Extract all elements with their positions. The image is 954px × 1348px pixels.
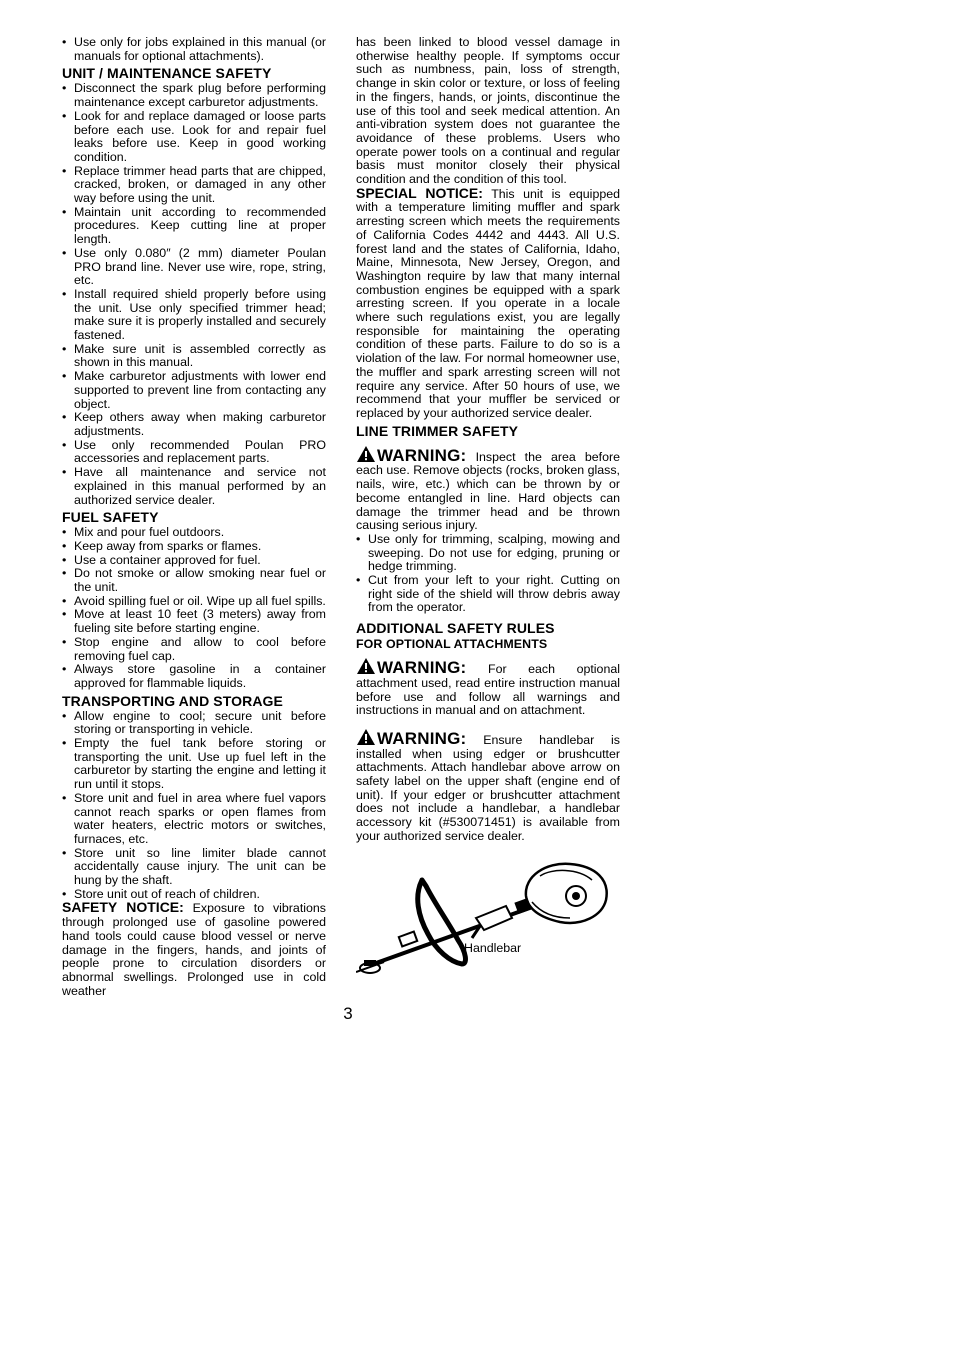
warning-text: For each optional attachment used, read entire instruction manual before use and follow all warnings and instructions in manual and on attachment.	[356, 662, 620, 718]
special-notice-text: This unit is equipped with a temperature limiting muffler and spark arresting screen which meets the requirements of California Codes 4442 and 4443. All U.S. forest land and the states of California, Idaho, Maine, Minnesota, New Jersey, Oregon, and Washington require by law that many internal combustion engines be equipped with a spark arresting screen. If you operate in a locale where such regulations exist, you are legally responsible for maintaining the operating condition of these parts. Failure to do so is a violation of the law. For normal homeowner use, the muffler and spark arresting screen will not require any service. After 50 hours of use, we recommend that your muffler be serviced or replaced by your authorized service dealer.	[356, 186, 621, 420]
warning-label: WARNING:	[377, 658, 467, 678]
list-item: • Look for and replace damaged or loose parts before each use. Look for and repair fuel leaks before use. Keep in good working condition.	[62, 110, 326, 165]
safety-notice-paragraph	[62, 901, 326, 998]
transporting-storage-list	[62, 710, 326, 902]
handlebar-label: Handlebar	[464, 940, 522, 955]
list-item: • Always store gasoline in a container approved for flammable liquids.	[62, 663, 326, 690]
warning-text: Inspect the area before each use. Remove objects (rocks, broken glass, nails, wire, etc.) which can be thrown by or become entangled in line. Hard objects can damage the trimmer head and be thrown causing serious injury.	[356, 449, 621, 533]
line-trimmer-heading: LINE TRIMMER SAFETY	[356, 422, 519, 439]
line-trimmer-list	[356, 533, 620, 615]
warning-label: WARNING:	[377, 445, 467, 465]
warning-icon	[356, 728, 376, 746]
list-item: • Avoid spilling fuel or oil. Wipe up all fuel spills.	[62, 595, 326, 609]
list-item: • Use a container approved for fuel.	[62, 554, 326, 568]
unit-maintenance-list	[62, 82, 326, 507]
list-item: • Maintain unit according to recommended procedures. Keep cutting line at proper length.	[62, 206, 326, 247]
warning-icon	[356, 657, 376, 675]
safety-notice-text: Exposure to vibrations through prolonged use of gasoline powered hand tools could cause blood vessel or nerve damage in the fingers, hands, and joints of people prone to circulation disorders or abnormal swellings. Prolonged use in cold weather	[62, 901, 326, 998]
left-column	[62, 36, 326, 998]
list-item: • Keep others away when making carburetor adjustments.	[62, 411, 326, 438]
list-item: • Move at least 10 feet (3 meters) away from fueling site before starting engine.	[62, 608, 326, 635]
list-item: • Stop engine and allow to cool before removing fuel cap.	[62, 636, 326, 663]
fuel-safety-heading: FUEL SAFETY	[62, 509, 159, 526]
list-item: • Use only recommended Poulan PRO accessories and replacement parts.	[62, 439, 326, 466]
list-item: • Use only for trimming, scalping, mowing and sweeping. Do not use for edging, pruning or hedge trimming.	[356, 533, 620, 574]
list-item: • Use only for jobs explained in this manual (or manuals for optional attachments).	[62, 36, 326, 63]
list-item: • Store unit and fuel in area where fuel vapors cannot reach sparks or open flames from water heaters, electric motors or switches, furnaces, etc.	[62, 792, 326, 847]
intro-list	[62, 36, 326, 63]
list-item: • Have all maintenance and service not explained in this manual performed by an authorized service dealer.	[62, 466, 326, 507]
attachment-warning-2	[356, 728, 620, 844]
attachment-warning-1	[356, 657, 620, 718]
line-trimmer-warning	[356, 445, 620, 533]
list-item: • Store unit out of reach of children.	[62, 888, 326, 902]
safety-notice-label: SAFETY NOTICE:	[62, 899, 184, 916]
warning-text: Ensure handlebar is installed when using edger or brushcutter attachments. Attach handlebar above arrow on safety label on the upper shaft (engine end of unit). If your edger or brushcutter attachment does not include a handlebar, a handlebar accessory kit (#530071451) is available from your authorized service dealer.	[356, 732, 620, 843]
list-item: • Make carburetor adjustments with lower end supported to prevent line from contacting any object.	[62, 370, 326, 411]
additional-rules-subheading: FOR OPTIONAL ATTACHMENTS	[356, 637, 548, 652]
list-item: • Do not smoke or allow smoking near fuel or the unit.	[62, 567, 326, 594]
list-item: • Replace trimmer head parts that are chipped, cracked, broken, or damaged in any other way before using the unit.	[62, 165, 326, 206]
transporting-storage-heading: TRANSPORTING AND STORAGE	[62, 692, 283, 709]
list-item: • Disconnect the spark plug before performing maintenance except carburetor adjustments.	[62, 82, 326, 109]
special-notice-label: SPECIAL NOTICE:	[356, 184, 483, 201]
special-notice-paragraph	[356, 184, 621, 421]
list-item: • Store unit so line limiter blade cannot accidentally cause injury. The unit can be hung by the shaft.	[62, 847, 326, 888]
list-item: • Empty the fuel tank before storing or transporting the unit. Use up fuel left in the carburetor by starting the engine and letting it run until it stops.	[62, 737, 326, 792]
handlebar-figure	[356, 856, 620, 986]
warning-icon	[356, 445, 376, 463]
right-column	[356, 36, 620, 986]
list-item: • Install required shield properly before using the unit. Use only specified trimmer head; make sure it is properly installed and securely fastened.	[62, 288, 326, 343]
trimmer-illustration	[356, 856, 620, 986]
list-item: • Cut from your left to your right. Cutting on right side of the shield will throw debris away from the operator.	[356, 574, 620, 615]
list-item: • Make sure unit is assembled correctly as shown in this manual.	[62, 343, 326, 370]
fuel-safety-list	[62, 526, 326, 690]
list-item: • Allow engine to cool; secure unit before storing or transporting in vehicle.	[62, 710, 326, 737]
page-number: 3	[343, 1004, 353, 1023]
list-item: • Keep away from sparks or flames.	[62, 540, 326, 554]
warning-label: WARNING:	[377, 728, 467, 748]
list-item: • Mix and pour fuel outdoors.	[62, 526, 326, 540]
additional-rules-heading: ADDITIONAL SAFETY RULES	[356, 620, 555, 637]
safety-notice-continued: has been linked to blood vessel damage in otherwise healthy people. If symptoms occur such as numbness, pain, loss of strength, change in skin color or texture, or loss of feeling in the fingers, hands, or joints, discontinue the use of this tool and seek medical attention. An anti-vibration system does not guarantee the avoidance of these problems. Users who operate power tools on a continual and regular basis must monitor closely their physical condition and the condition of this tool.	[356, 35, 620, 187]
list-item: • Use only 0.080″ (2 mm) diameter Poulan PRO brand line. Never use wire, rope, string, etc.	[62, 247, 326, 288]
unit-maintenance-heading: UNIT / MAINTENANCE SAFETY	[62, 65, 272, 82]
